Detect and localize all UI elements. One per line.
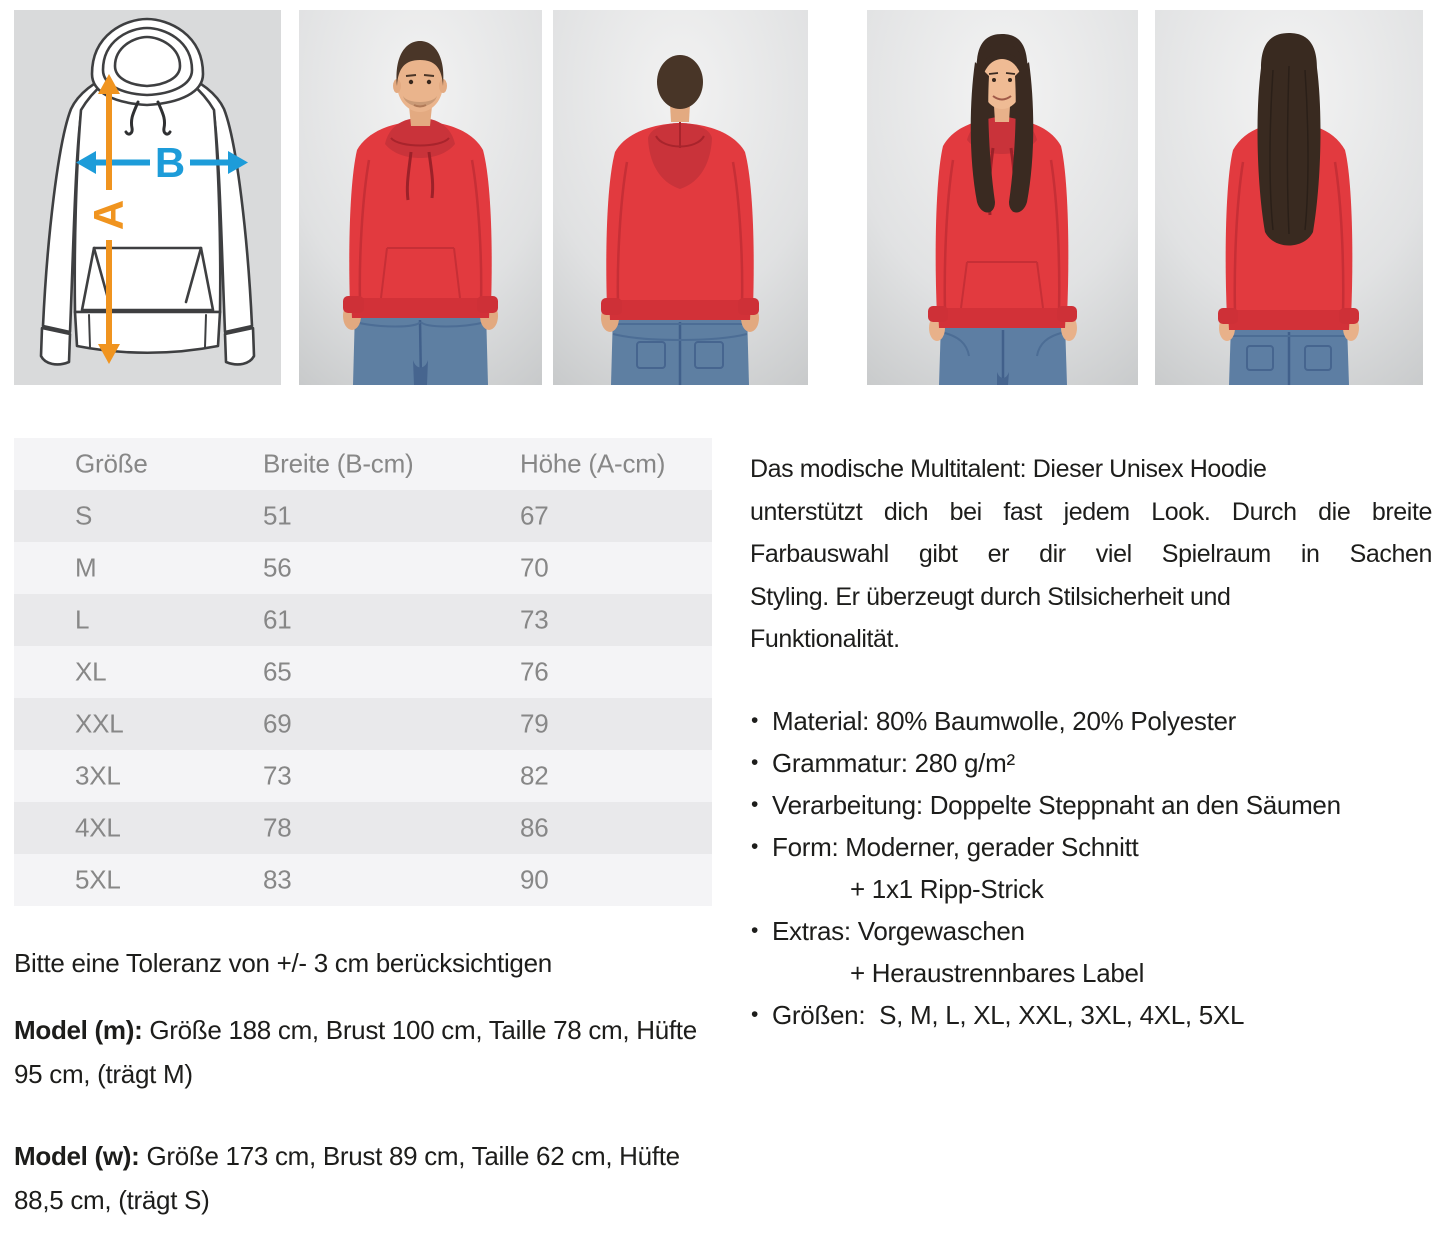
product-description-column	[750, 448, 1432, 1036]
description-line: Das modische Multitalent: Dieser Unisex Hoodie	[750, 455, 1267, 483]
cell-height: 76	[520, 656, 549, 687]
detail-item	[750, 994, 1432, 1036]
description-line: unterstützt dich bei fast jedem Look. Durch die breite	[750, 497, 1432, 526]
cell-width: 73	[263, 760, 292, 791]
description-line: Funktionalität.	[750, 625, 900, 653]
cell-size: XL	[75, 656, 107, 687]
detail-item-text: Form: Moderner, gerader Schnitt	[772, 831, 1139, 862]
cell-width: 51	[263, 500, 292, 531]
photo-model-female-back	[1155, 10, 1423, 385]
cell-size: 3XL	[75, 760, 121, 791]
description-line: Farbauswahl gibt er dir viel Spielraum in Sachen	[750, 540, 1432, 568]
photo-model-female-front	[867, 10, 1138, 385]
detail-item-text: Extras: Vorgewaschen	[772, 915, 1025, 946]
photo-model-male-back	[553, 10, 808, 385]
jeans	[353, 310, 488, 385]
cell-width: 65	[263, 656, 292, 687]
size-table-row	[14, 490, 712, 542]
cell-height: 82	[520, 760, 549, 791]
detail-item	[750, 700, 1432, 742]
male-back-illustration	[553, 10, 808, 385]
detail-item	[750, 826, 1432, 868]
detail-item	[750, 952, 1432, 994]
cell-height: 90	[520, 864, 549, 895]
size-table-row	[14, 802, 712, 854]
cell-size: XXL	[75, 708, 124, 739]
col-header-width: Breite (B-cm)	[263, 448, 414, 479]
size-table-row	[14, 698, 712, 750]
model-note	[14, 1008, 728, 1096]
female-hair-back	[1258, 33, 1321, 246]
cell-size: 5XL	[75, 864, 121, 895]
jeans-back	[611, 312, 749, 385]
hoodie-measure-diagram	[14, 10, 281, 385]
col-header-size: Größe	[75, 448, 148, 479]
detail-item	[750, 784, 1432, 826]
size-table-row	[14, 646, 712, 698]
photo-model-male-front	[299, 10, 542, 385]
cell-width: 56	[263, 552, 292, 583]
detail-item-text: + Heraustrennbares Label	[850, 957, 1145, 988]
cell-width: 61	[263, 604, 292, 635]
cell-width: 83	[263, 864, 292, 895]
cell-height: 67	[520, 500, 549, 531]
size-table-row	[14, 854, 712, 906]
detail-item-text: Material: 80% Baumwolle, 20% Polyester	[772, 705, 1237, 736]
product-details-list	[750, 700, 1432, 1036]
detail-item-text: Größen: S, M, L, XL, XXL, 3XL, 4XL, 5XL	[772, 999, 1245, 1030]
female-front-illustration	[867, 10, 1138, 385]
size-table-body	[14, 490, 712, 906]
product-description	[750, 448, 1432, 661]
size-table	[14, 438, 712, 906]
female-back-illustration	[1155, 10, 1423, 385]
model-note-text: Größe 173 cm, Brust 89 cm, Taille 62 cm, Hüfte 88,5 cm, (trägt S)	[14, 1141, 680, 1215]
red-hoodie	[343, 118, 498, 318]
detail-item	[750, 868, 1432, 910]
detail-item-text: Verarbeitung: Doppelte Steppnaht an den Säumen	[772, 789, 1341, 820]
model-notes	[14, 1008, 728, 1260]
red-hoodie	[928, 117, 1077, 328]
male-front-illustration	[299, 10, 542, 385]
diagram-width-label: B	[154, 139, 186, 186]
size-table-row	[14, 542, 712, 594]
size-table-header	[14, 438, 712, 490]
size-table-row	[14, 594, 712, 646]
diagram-height-label: A	[85, 199, 132, 231]
cell-size: S	[75, 500, 93, 531]
cell-height: 79	[520, 708, 549, 739]
cell-size: 4XL	[75, 812, 121, 843]
male-head-back	[657, 55, 703, 109]
cell-size: L	[75, 604, 90, 635]
jeans-back	[1229, 324, 1349, 385]
detail-item-text: Grammatur: 280 g/m²	[772, 747, 1015, 778]
size-diagram-image	[14, 10, 281, 385]
jeans	[939, 322, 1067, 385]
size-table-row	[14, 750, 712, 802]
description-line: Styling. Er überzeugt durch Stilsicherheit und	[750, 582, 1231, 611]
cell-height: 70	[520, 552, 549, 583]
model-note-label: Model (w):	[14, 1141, 140, 1171]
cell-height: 86	[520, 812, 549, 843]
cell-width: 78	[263, 812, 292, 843]
detail-item-text: + 1x1 Ripp-Strick	[850, 873, 1044, 904]
cell-height: 73	[520, 604, 549, 635]
model-note-label: Model (m):	[14, 1015, 143, 1045]
tolerance-note: Bitte eine Toleranz von +/- 3 cm berücksichtigen	[14, 948, 552, 978]
detail-item	[750, 910, 1432, 952]
model-note	[14, 1134, 728, 1222]
cell-size: M	[75, 552, 97, 583]
model-note-text: Größe 188 cm, Brust 100 cm, Taille 78 cm, Hüfte 95 cm, (trägt M)	[14, 1015, 697, 1089]
detail-item	[750, 742, 1432, 784]
cell-width: 69	[263, 708, 292, 739]
col-header-height: Höhe (A-cm)	[520, 448, 666, 479]
